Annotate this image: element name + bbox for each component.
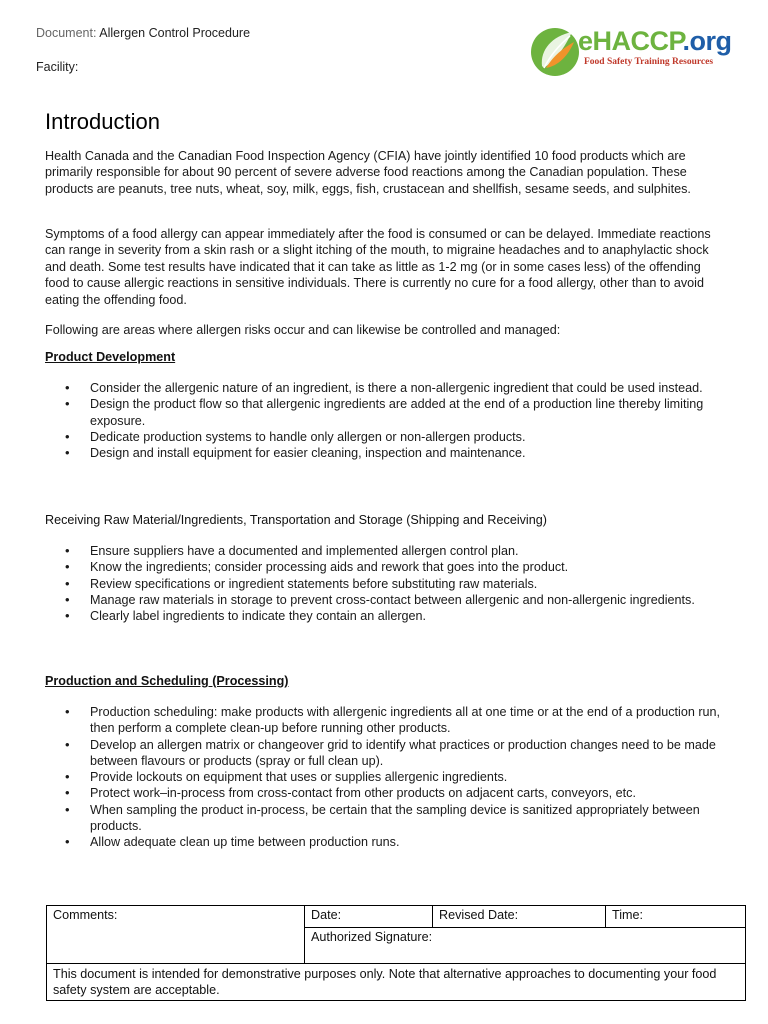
ehaccp-logo xyxy=(530,22,750,80)
signoff-table xyxy=(46,905,746,1001)
time-cell[interactable] xyxy=(606,906,746,928)
production-list xyxy=(45,704,725,851)
product-development-heading: Product Development xyxy=(45,350,176,364)
list-item: • Consider the allergenic nature of an ingredient, is there a non-allergenic ingredient that could be used instead. xyxy=(45,380,725,396)
intro-paragraph-1: Health Canada and the Canadian Food Inspection Agency (CFIA) have jointly identified 10 food products which are primarily responsible for about 90 percent of severe adverse food reactions among the Canadian population. These products are peanuts, tree nuts, wheat, soy, milk, eggs, fish, crustacean and shellfish, sesame seeds, and sulphites. xyxy=(45,149,691,196)
production-heading: Production and Scheduling (Processing) xyxy=(45,674,289,688)
comments-label: Comments: xyxy=(53,908,118,922)
intro-paragraph-2: Symptoms of a food allergy can appear immediately after the food is consumed or can be delayed. Immediate reactions can range in severity from a skin rash or a slight itching of the mouth, to migraine headaches and to anaphylactic shock and death. Some test results have indicated that it can take as little as 1-2 mg (or in some cases less) of the offending food to cause allergic reactions in sensitive individuals. There is currently no cure for a food allergy, other than to avoid eating the offending food. xyxy=(45,227,711,307)
document-label: Document: xyxy=(36,26,97,40)
receiving-heading: Receiving Raw Material/Ingredients, Transportation and Storage (Shipping and Receiving) xyxy=(45,513,547,527)
revised-date-cell[interactable] xyxy=(433,906,606,928)
list-item: • Develop an allergen matrix or changeover grid to identify what practices or production changes need to be made between flavours or products (spray or full clean up). xyxy=(45,737,725,770)
logo-tagline: Food Safety Training Resources xyxy=(584,57,714,67)
facility-label: Facility: xyxy=(36,60,79,74)
list-item: • Review specifications or ingredient statements before substituting raw materials. xyxy=(45,576,725,592)
disclaimer-cell xyxy=(47,964,746,1001)
list-item: • Design the product flow so that allergenic ingredients are added at the end of a production line thereby limiting exposure. xyxy=(45,396,725,429)
brand-main: eHACCP xyxy=(578,26,683,56)
document-name: Allergen Control Procedure xyxy=(99,26,251,40)
list-item: • When sampling the product in-process, be certain that the sampling device is sanitized appropriately between products. xyxy=(45,802,725,835)
product-development-list xyxy=(45,380,725,461)
time-label: Time: xyxy=(612,908,644,922)
facility-line xyxy=(36,60,78,74)
disclaimer-text: This document is intended for demonstrative purposes only. Note that alternative approaches to documenting your food safety system are acceptable. xyxy=(53,967,717,997)
authorized-signature-label: Authorized Signature: xyxy=(311,930,433,944)
document-line xyxy=(36,26,250,40)
list-item: • Production scheduling: make products with allergenic ingredients all at one time or at the end of a production run, then perform a complete clean-up before running other products. xyxy=(45,704,725,737)
list-item: • Design and install equipment for easier cleaning, inspection and maintenance. xyxy=(45,445,725,461)
date-label: Date: xyxy=(311,908,342,922)
list-item: • Ensure suppliers have a documented and implemented allergen control plan. xyxy=(45,543,725,559)
list-item: • Manage raw materials in storage to prevent cross-contact between allergenic and non-allergenic ingredients. xyxy=(45,592,725,608)
leaf-icon xyxy=(530,22,582,78)
intro-paragraph-3: Following are areas where allergen risks occur and can likewise be controlled and managed: xyxy=(45,323,561,337)
list-item: • Dedicate production systems to handle only allergen or non-allergen products. xyxy=(45,429,725,445)
comments-cell[interactable] xyxy=(47,906,305,964)
date-cell[interactable] xyxy=(305,906,433,928)
revised-date-label: Revised Date: xyxy=(439,908,519,922)
page-title: Introduction xyxy=(45,109,160,134)
list-item: • Provide lockouts on equipment that uses or supplies allergenic ingredients. xyxy=(45,769,725,785)
list-item: • Know the ingredients; consider processing aids and rework that goes into the product. xyxy=(45,559,725,575)
authorized-signature-cell[interactable] xyxy=(305,928,746,964)
list-item: • Clearly label ingredients to indicate they contain an allergen. xyxy=(45,608,725,624)
brand-suffix: .org xyxy=(682,26,732,56)
receiving-list xyxy=(45,543,725,624)
list-item: • Protect work–in-process from cross-contact from other products on adjacent carts, conveyors, etc. xyxy=(45,785,725,801)
list-item: • Allow adequate clean up time between production runs. xyxy=(45,834,725,850)
